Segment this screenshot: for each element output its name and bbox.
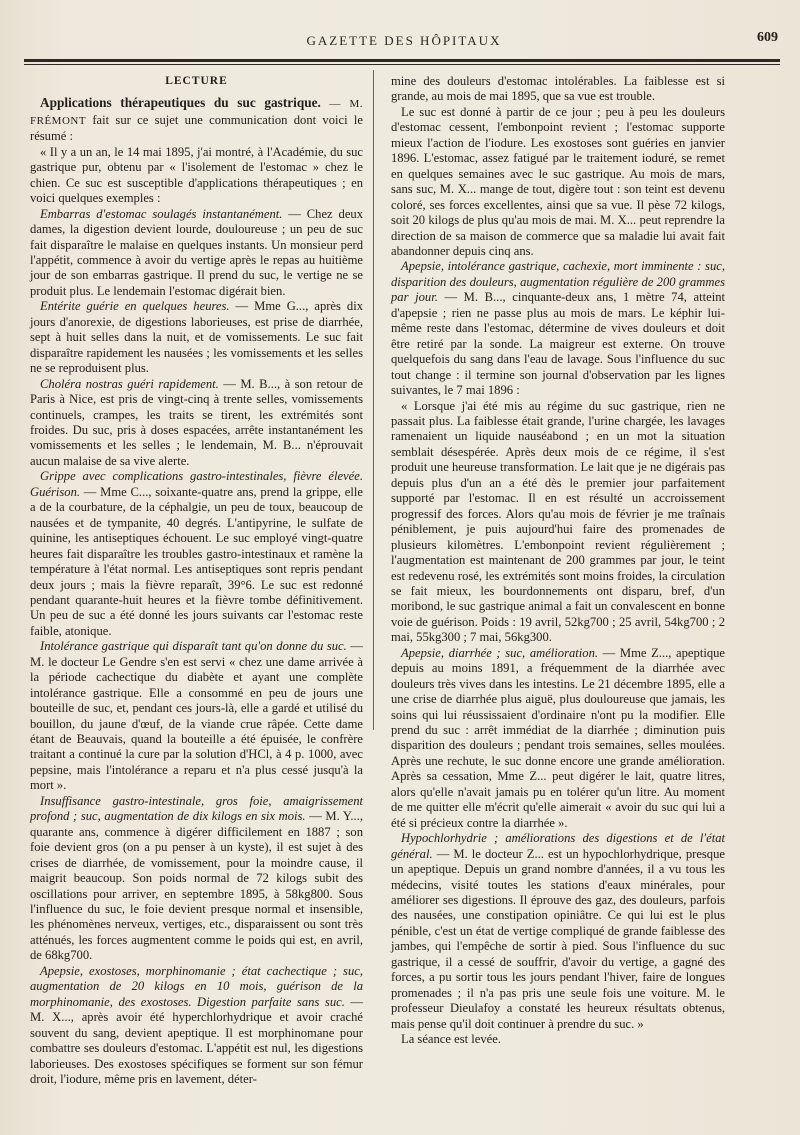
- page-header: [30, 30, 778, 52]
- case-title: Insuffisance gastro-intestinale, gros foie, amaigrissement profond ; suc, augmentation de dix kilogs en six mois.: [30, 793, 363, 824]
- article-intro: [30, 95, 363, 144]
- quoted-journal: « Lorsque j'ai été mis au régime du suc gastrique, rien ne passait plus. La faiblesse était grande, l'urine chargée, les lavages ramenaient un liquide nauséabond ; en un mot la situation semblait désespérée. Après deux mois de ce régime, il s'est produit une heureuse transformation. Le lait que je ne digérais pas depuis plus d'un an a été dès le premier jour parfaitement supporté par l'estomac. Il en est résulté un accroissement progressif des forces. Alors qu'au mois de février je me traînais péniblement, je puis aujourd'hui faire des promenades de plusieurs kilomètres. L'embonpoint revient régulièrement ; l'augmentation est maintenant de 200 grammes par jour, le teint est redevenu rosé, les extrémités sont moins froides, la circulation se fait mieux, les bourdonnements ont disparu, bref, d'un moribond, le suc gastrique animal a fait un convalescent en bonne voie de guérison. Poids : 19 avril, 52kg700 ; 25 avril, 54kg700 ; 2 mai, 55kg300 ; 7 mai, 56kg300.: [391, 398, 725, 645]
- case-paragraph: [30, 377, 363, 470]
- column-divider: [373, 70, 374, 730]
- case-title: Grippe avec complications gastro-intestinales, fièvre élevée. Guérison.: [30, 469, 363, 499]
- case-text: — M. X..., après avoir été hyperchlorhydrique et avoir craché souvent du sang, devient apeptique. Il est morphinomane pour combattre ses douleurs d'estomac. L'appétit est nul, les digestions laborieuses. Des exostoses spécifiques se forment sur son fémur droit, l'iodure, même pris en lavement, déter-: [30, 994, 363, 1086]
- section-label: LECTURE: [165, 75, 228, 87]
- case-title: Apepsie, intolérance gastrique, cachexie, mort imminente : suc, disparition des douleurs, augmentation régulière de 200 grammes par jour.: [391, 259, 725, 305]
- case-text: — M. B..., cinquante-deux ans, 1 mètre 74, atteint d'apepsie ; rien ne passe plus au mois de mars. Le képhir lui-même reste dans l'estomac, détermine de vives douleurs et doit être retiré par la sonde. La maigreur est externe. On trouve quelquefois du sang dans l'eau de lavage. Sous l'influence du suc tout change : il termine son journal d'observation par les lignes suivantes, le 7 mai 1896 :: [391, 290, 726, 398]
- article-title: Applications thérapeutiques du suc gastrique.: [40, 95, 321, 111]
- case-text: — Chez deux dames, la digestion devient lourde, douloureuse ; un peu de suc fait disparaître le malaise en quelques instants. Un monsieur perd l'appétit, commence à avoir du vertige après le repas au huitième jour de son embarras gastrique. Il prend du suc, le vertige ne se produit plus. Le lendemain l'estomac digérait bien.: [30, 206, 363, 298]
- case-title: Apepsie, diarrhée ; suc, amélioration.: [401, 645, 599, 660]
- case-paragraph: [391, 259, 725, 398]
- case-paragraph: [391, 646, 725, 831]
- publication-title: GAZETTE DES HÔPITAUX: [306, 33, 502, 48]
- case-title: Entérite guérie en quelques heures.: [40, 299, 230, 314]
- case-title: Hypochlorhydrie ; améliorations des digestions et de l'état général.: [391, 831, 725, 861]
- paragraph: Le suc est donné à partir de ce jour ; peu à peu les douleurs d'estomac cessent, l'embonpoint revient ; l'estomac supporte mieux l'action de l'iodure. Les exostoses sont guéries en janvier 1896. L'estomac, assez fatigué par le traitement ioduré, se remet en quelques semaines avec le suc gastrique. Au mois de mars, sans suc, M. X... mange de tout, digère tout : son teint est devenu coloré, ses forces excellentes, ainsi que sa vue. Il pèse 72 kilogs, soit 20 kilogs de plus qu'au mois de mai. M. X... peut reprendre la direction de sa maison de commerce que sa maladie lui avait fait abandonner depuis cinq ans.: [391, 104, 725, 258]
- case-paragraph: [30, 964, 363, 1088]
- case-text: — Mme G..., après dix jours d'anorexie, de digestions laborieuses, est prise de diarrhée, sept à huit selles dans la nuit, et de vomissements. Le suc fait disparaître rapidement les nausées ; les vomissements et les selles ne se reproduisent plus.: [30, 299, 363, 376]
- case-text: — Mme C..., soixante-quatre ans, prend la grippe, elle a de la courbature, de la céphalgie, un peu de toux, beaucoup de nausées et de tympanite, 40 degrés. L'antipyrine, le sulfate de quinine, les antiseptiques échouent. Le suc employé vingt-quatre heures fait disparaître les troubles gastro-intestinaux et ramène la température à l'état normal. Les antiseptiques sont repris pendant deux jours ; mais la fièvre reparaît, 39°6. Le suc est redonné pendant quarante-huit heures et la fièvre tombe définitivement. Un peu de suc a été donné les jours suivants car l'estomac reste faible, atonique.: [30, 484, 363, 638]
- paragraph-continued: mine des douleurs d'estomac intolérables. La faiblesse est si grande, au mois de mai 1895, que sa vue est trouble.: [391, 74, 725, 104]
- case-title: Embarras d'estomac soulagés instantanément.: [40, 206, 283, 221]
- left-column: [30, 74, 363, 1087]
- closing-line: La séance est levée.: [401, 1032, 501, 1047]
- paragraph: « Il y a un an, le 14 mai 1895, j'ai montré, à l'Académie, du suc gastrique pur, obtenu par « l'isolement de l'estomac » chez le chien. Ce suc est susceptible d'applications thérapeutiques ; en voici quelques exemples :: [30, 144, 363, 206]
- case-text: — M. le docteur Le Gendre s'en est servi « chez une dame arrivée à la période cachectique du diabète et ayant une complète intolérance gastrique. Elle a consommé en peu de jours une bouteille de suc, et, pendant ces jours-là, elle a gardé et utilisé du bouillon, du jaune d'œuf, de la viande crue râpée. Cette dame étant de Beauvais, quand la bouteille a été épuisée, le confrère traitant a continué la cure par la solution d'HCl, à 4 p. 1000, avec pepsine, mais l'intolérance a reparu et n'a plus cessé jusqu'à la mort ».: [30, 639, 363, 793]
- case-title: Intolérance gastrique qui disparaît tant qu'on donne du suc.: [40, 639, 347, 654]
- header-rule-thick: [24, 59, 780, 62]
- header-rule-thin: [24, 64, 780, 65]
- case-title: Choléra nostras guéri rapidement.: [40, 376, 219, 391]
- case-paragraph: [30, 207, 363, 300]
- article-author: — M. FRÉMONT: [30, 98, 364, 127]
- case-title: Apepsie, exostoses, morphinomanie ; état cachectique ; suc, augmentation de 20 kilogs en 10 mois, guérison de la morphinomanie, des exostoses. Digestion parfaite sans suc.: [30, 963, 363, 1009]
- right-column: [391, 74, 725, 1048]
- case-paragraph: [30, 639, 363, 794]
- case-text: — M. B..., à son retour de Paris à Nice, est pris de vingt-cinq à trente selles, vomissements continuels, crampes, les traits se tirent, les extrémités sont froides. Du suc, pris à doses espacées, arrête instantanément les vomissements et les selles ; le lendemain, M. B... n'éprouvait aucun malaise de sa vive alerte.: [30, 376, 364, 468]
- case-text: — Mme Z..., apeptique depuis au moins 1891, a fréquemment de la diarrhée avec douleurs très vives dans les intestins. Le 21 décembre 1895, elle a une crise de diarrhée plus aiguë, plus douloureuse que jamais, les soins qui lui réussissaient d'ordinaire n'ont pu la modifier. Elle prend du suc : arrêt immédiat de la diarrhée ; diminution puis disparition des douleurs ; pendant trois semaines, selles moulées. Après une rechute, le suc donne encore une grande amélioration. Après sa cessation, Mme Z... peut digérer le lait, quatre litres, alors qu'elle n'avait jamais pu en tolérer qu'un litre. Au moment de me quitter elle m'écrit qu'elle aimerait « avoir du suc qui lui a été si précieux contre la diarrhée ».: [391, 645, 725, 830]
- case-text: — M. Y..., quarante ans, commence à digérer difficilement en 1887 ; son foie devient gros (on a pu penser à un kyste), il est sujet à des crises de diarrhée, de vomissement, pour la moindre cause, il maigrit beaucoup. Son poids normal de 72 kilogs subit des oscillations pour arriver, en septembre 1895, à 58kg800. Sous l'influence du suc, le foie devient presque normal et insensible, les phénomènes nerveux, vertiges, etc., disparaissent ou sont très atténués, les forces augmentent comme le poids qui est, en avril, de 68kg700.: [30, 809, 363, 963]
- case-paragraph: [30, 299, 363, 376]
- intro-text: fait sur ce sujet une communication dont voici le résumé :: [30, 112, 363, 144]
- case-paragraph: [391, 831, 725, 1032]
- case-paragraph: [30, 469, 363, 639]
- case-paragraph: [30, 794, 363, 964]
- page-number: 609: [757, 30, 778, 45]
- case-text: — M. le docteur Z... est un hypochlorhydrique, presque un apeptique. Depuis un grand nombre d'années, il a vu tous les médecins, visité toutes les stations d'eaux minérales, pour améliorer ses digestions. Il éprouve des gaz, des douleurs, parfois des nausées, une constipation opiniâtre. Ce qui lui est le plus pénible, c'est un état de vertige compliqué de grande faiblesse des jambes, qui l'empêche de sortir à pied. Sous l'influence du suc gastrique, il a cessé de souffrir, d'avoir du vertige, a gagné des forces, a pu sortir tous les jours pendant l'hiver, faire de longues promenades ; il n'a pas pris une seule fois une voiture. M. le professeur Dieulafoy a constaté les heureux résultats obtenus, mais pense qu'il doit continuer à prendre du suc. »: [391, 846, 725, 1031]
